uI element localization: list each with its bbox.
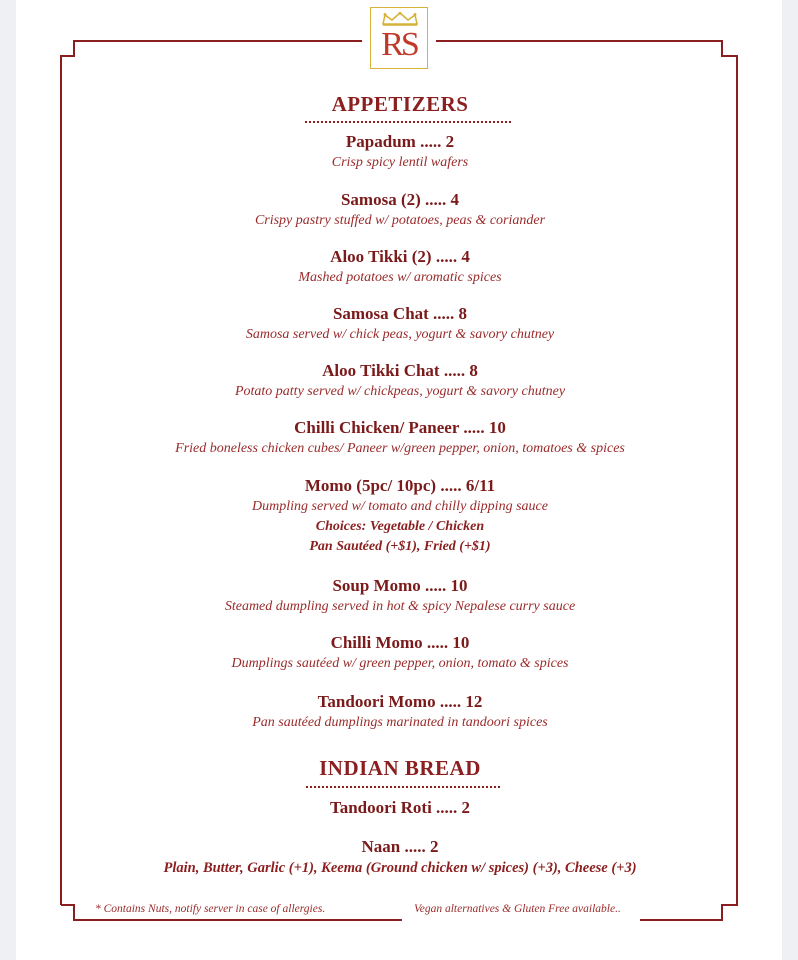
menu-item: [60, 797, 740, 819]
item-options: Pan Sautéed (+$1), Fried (+$1): [309, 539, 491, 554]
item-name: Chilli Momo ..... 10: [330, 633, 470, 652]
item-description: Pan sautéed dumplings marinated in tandoori spices: [252, 715, 548, 730]
item-description: Samosa served w/ chick peas, yogurt & savory chutney: [245, 327, 555, 342]
item-name: Samosa (2) ..... 4: [340, 190, 460, 209]
item-description: Potato patty served w/ chickpeas, yogurt & savory chutney: [234, 384, 566, 399]
crown-icon: [381, 12, 419, 26]
item-name: Tandoori Momo ..... 12: [317, 692, 483, 711]
item-description: Dumplings sautéed w/ green pepper, onion, tomato & spices: [231, 656, 569, 671]
menu-item: [60, 575, 740, 617]
logo-monogram: RS: [381, 26, 417, 63]
restaurant-logo: [370, 7, 428, 69]
item-name: Chilli Chicken/ Paneer ..... 10: [294, 418, 506, 437]
item-choices: Choices: Vegetable / Chicken: [315, 519, 485, 534]
heading-divider: [305, 121, 511, 123]
menu-item: [60, 475, 740, 557]
menu-item: [60, 360, 740, 402]
item-name: Papadum ..... 2: [345, 132, 455, 151]
item-description: Dumpling served w/ tomato and chilly dipping sauce: [252, 499, 548, 514]
indian-bread-heading: INDIAN BREAD: [319, 756, 481, 780]
allergy-note: * Contains Nuts, notify server in case of allergies.: [95, 903, 326, 915]
item-name: Aloo Tikki (2) ..... 4: [330, 247, 470, 266]
item-description: Crispy pastry stuffed w/ potatoes, peas & coriander: [254, 213, 546, 228]
appetizers-heading: APPETIZERS: [331, 92, 469, 116]
item-name: Samosa Chat ..... 8: [332, 304, 468, 323]
item-name: Tandoori Roti ..... 2: [329, 798, 471, 817]
item-description: Steamed dumpling served in hot & spicy Nepalese curry sauce: [224, 599, 576, 614]
menu-item: [60, 246, 740, 288]
item-name: Naan ..... 2: [361, 837, 439, 856]
item-name: Soup Momo ..... 10: [332, 576, 468, 595]
menu-item: [60, 836, 740, 878]
item-description: Mashed potatoes w/ aromatic spices: [298, 270, 502, 285]
menu-item: [60, 417, 740, 459]
item-description: Crisp spicy lentil wafers: [331, 155, 469, 170]
item-description: Plain, Butter, Garlic (+1), Keema (Ground chicken w/ spices) (+3), Cheese (+3): [163, 860, 637, 876]
heading-divider: [306, 786, 500, 788]
vegan-note: Vegan alternatives & Gluten Free available..: [414, 903, 621, 915]
item-name: Momo (5pc/ 10pc) ..... 6/11: [304, 476, 496, 495]
item-name: Aloo Tikki Chat ..... 8: [322, 361, 478, 380]
menu-item: [60, 189, 740, 231]
menu-item: [60, 691, 740, 733]
item-description: Fried boneless chicken cubes/ Paneer w/green pepper, onion, tomatoes & spices: [175, 441, 625, 456]
menu-item: [60, 131, 740, 173]
menu-item: [60, 632, 740, 674]
menu-item: [60, 303, 740, 345]
